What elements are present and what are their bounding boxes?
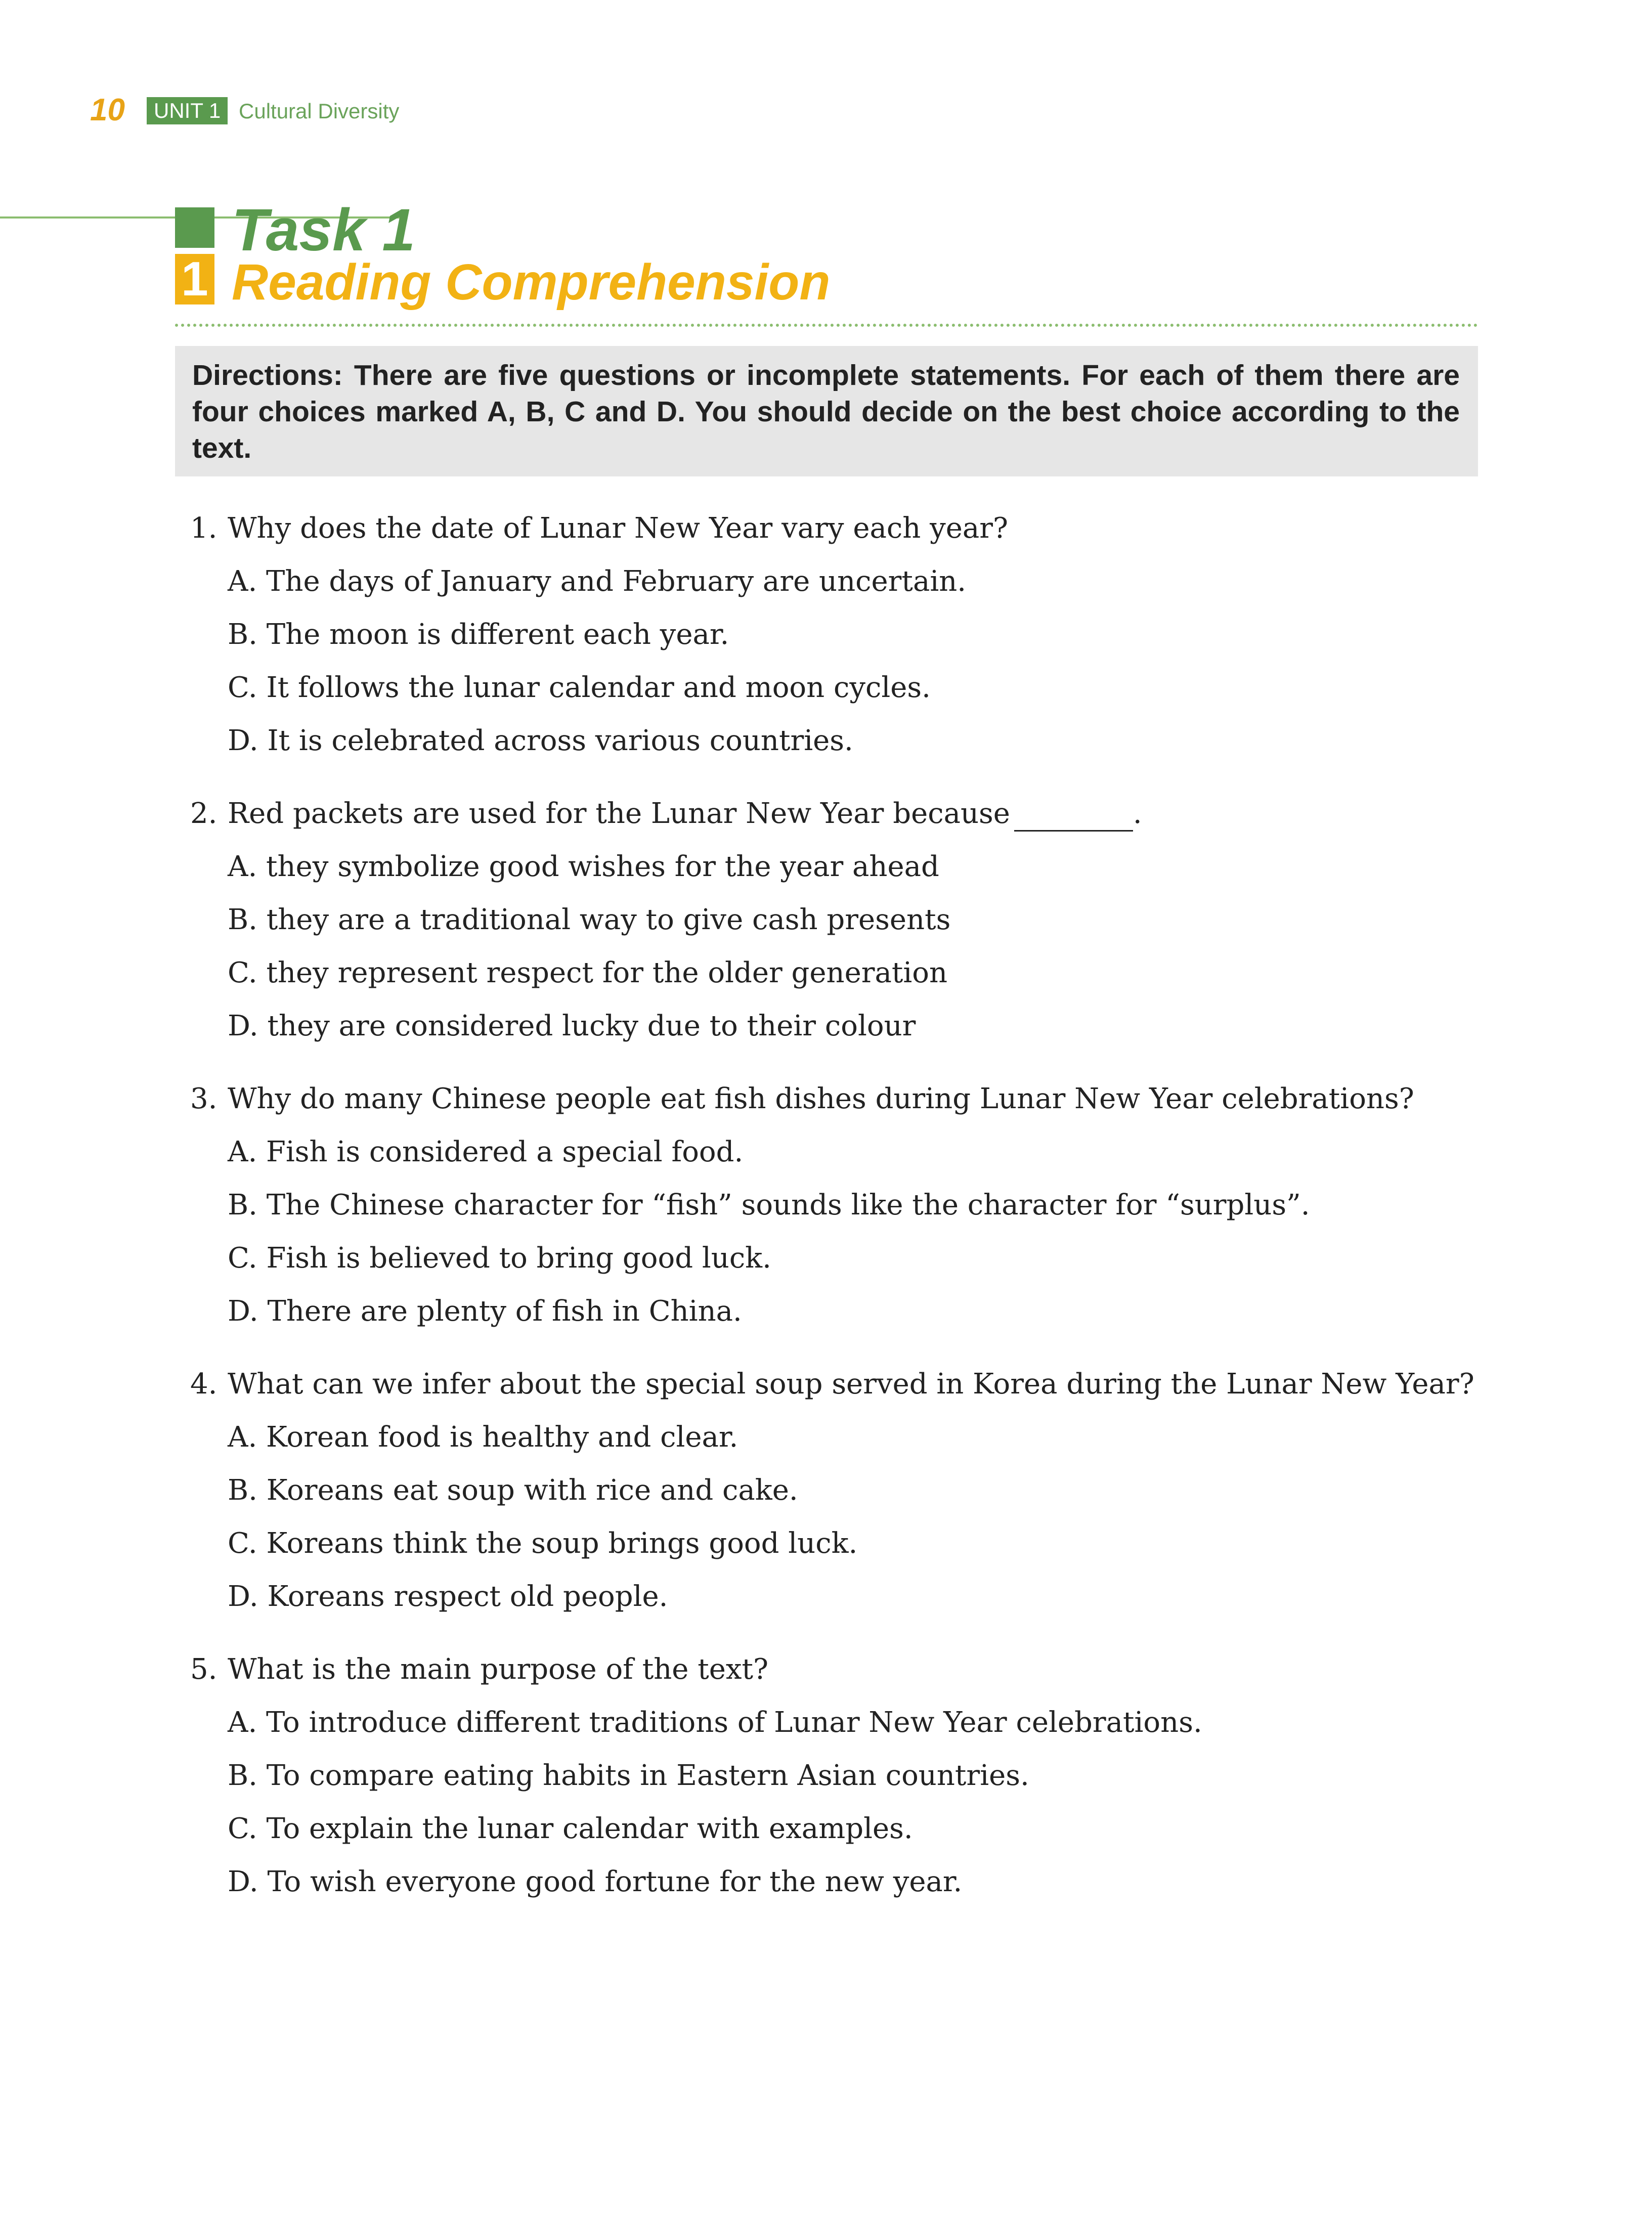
option-b: B. they are a traditional way to give cash presents [228,903,951,936]
question-text-end: . [1133,797,1142,830]
page-header [0,90,405,130]
question-3 [190,1081,1475,1329]
question-number: 3. [190,1082,218,1115]
directions-box: Directions: There are five questions or incomplete statements. For each of them there are four choices marked A, B, C and D. You should decide on the best choice according to the text. [175,346,1478,476]
answer-blank [1014,800,1133,832]
question-stem [190,1367,1475,1402]
task-subtitle: Reading Comprehension [232,254,831,311]
option-a: A. To introduce different traditions of Lunar New Year celebrations. [228,1706,1202,1739]
question-4 [190,1367,1475,1615]
option-a: A. The days of January and February are uncertain. [228,565,967,598]
question-stem [190,1652,1475,1687]
unit-title: Cultural Diversity [239,99,400,123]
question-stem [190,511,1475,546]
option-c: C. It follows the lunar calendar and moon cycles. [228,671,931,704]
option-a: A. they symbolize good wishes for the year ahead [228,850,939,883]
option-c: C. To explain the lunar calendar with examples. [228,1812,913,1845]
question-text: Red packets are used for the Lunar New Year because [228,797,1010,830]
unit-label: UNIT 1 [147,97,228,124]
task-marker-top [175,207,214,248]
option-c: C. they represent respect for the older generation [228,956,948,989]
option-b: B. Koreans eat soup with rice and cake. [228,1474,798,1507]
question-text: What can we infer about the special soup served in Korea during the Lunar New Year? [228,1368,1474,1401]
question-stem [190,1081,1475,1117]
option-b: B. The Chinese character for “fish” sounds like the character for “surplus”. [228,1189,1310,1221]
question-text: Why do many Chinese people eat fish dishes during Lunar New Year celebrations? [228,1082,1414,1115]
option-d: D. There are plenty of fish in China. [228,1295,742,1328]
section-divider [175,324,1478,327]
question-number: 2. [190,797,218,830]
option-a: A. Fish is considered a special food. [228,1136,744,1168]
option-c: C. Fish is believed to bring good luck. [228,1242,771,1275]
task-marker-number: 1 [181,252,208,306]
question-number: 5. [190,1653,218,1686]
question-stem [190,796,1475,832]
question-number: 4. [190,1368,218,1401]
question-list [190,511,1475,1937]
option-b: B. To compare eating habits in Eastern Asian countries. [228,1759,1029,1792]
question-2 [190,796,1475,1044]
option-d: D. It is celebrated across various countries. [228,724,853,757]
task-title: Task 1 [232,197,415,264]
option-d: D. To wish everyone good fortune for the new year. [228,1865,963,1898]
question-text: Why does the date of Lunar New Year vary each year? [228,512,1009,545]
option-a: A. Korean food is healthy and clear. [228,1421,738,1454]
question-5 [190,1652,1475,1900]
option-c: C. Koreans think the soup brings good luck. [228,1527,858,1560]
question-number: 1. [190,512,218,545]
option-d: D. Koreans respect old people. [228,1580,668,1613]
page-number: 10 [90,93,125,127]
question-1 [190,511,1475,759]
option-d: D. they are considered lucky due to their colour [228,1010,916,1042]
option-b: B. The moon is different each year. [228,618,729,651]
question-text: What is the main purpose of the text? [228,1653,768,1686]
